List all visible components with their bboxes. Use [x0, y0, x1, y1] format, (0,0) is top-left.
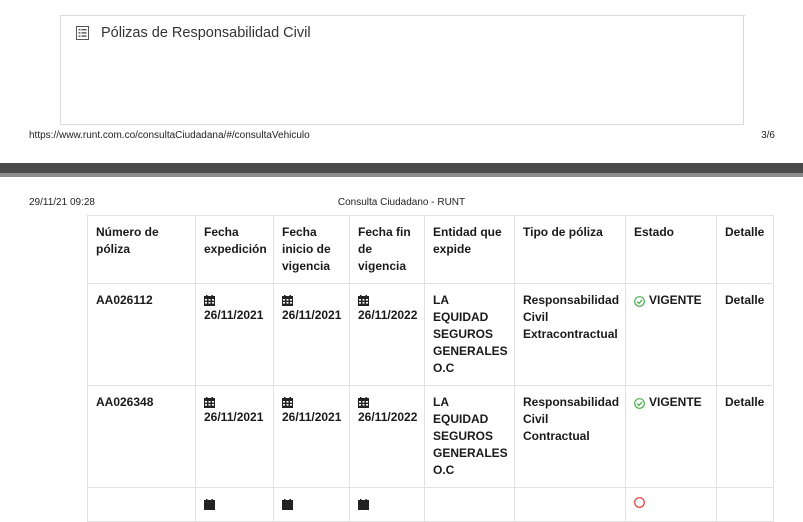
calendar-icon: [282, 396, 293, 407]
start-date-cell: [274, 386, 350, 488]
issue-date: 26/11/2021: [204, 308, 264, 322]
table-row-partial: [88, 488, 774, 522]
check-circle-icon: [634, 295, 645, 306]
calendar-icon: [282, 498, 293, 509]
print-header-title: Consulta Ciudadano - RUNT: [337, 197, 466, 208]
calendar-icon: [358, 498, 369, 509]
status-text: VIGENTE: [649, 395, 702, 409]
partial-cell: [274, 488, 350, 522]
column-header-detalle: Detalle: [717, 216, 774, 284]
partial-cell: [425, 488, 515, 522]
policies-table: [87, 215, 774, 522]
partial-cell: [626, 488, 717, 522]
status-text: VIGENTE: [649, 293, 702, 307]
calendar-icon: [358, 294, 369, 305]
column-header-tipo: Tipo de póliza: [515, 216, 626, 284]
end-date-cell: [350, 386, 425, 488]
partial-cell: [717, 488, 774, 522]
panel-title-text: Pólizas de Responsabilidad Civil: [101, 25, 311, 41]
partial-cell: [515, 488, 626, 522]
panel-title[interactable]: [76, 25, 311, 41]
issue-date-cell: [196, 386, 274, 488]
policy-number: AA026348: [88, 386, 196, 488]
status-badge: [634, 394, 702, 411]
detail-link[interactable]: Detalle: [717, 284, 774, 386]
column-header-expedicion: Fecha expedición: [196, 216, 274, 284]
check-circle-icon: [634, 397, 645, 408]
table-row: [88, 386, 774, 488]
calendar-icon: [282, 294, 293, 305]
print-header-datetime: 29/11/21 09:28: [29, 197, 95, 208]
column-header-numero: Número de póliza: [88, 216, 196, 284]
status-badge: [634, 292, 702, 309]
previous-page-fragment: [0, 0, 803, 163]
policy-type: Responsabilidad Civil Contractual: [515, 386, 626, 488]
partial-cell: [88, 488, 196, 522]
print-footer-url: https://www.runt.com.co/consultaCiudadana/#/consultaVehiculo: [29, 130, 310, 141]
column-header-estado: Estado: [626, 216, 717, 284]
policy-number: AA026112: [88, 284, 196, 386]
end-date: 26/11/2022: [358, 308, 418, 322]
policies-table-wrapper: [87, 215, 773, 522]
page-separator: [0, 163, 803, 177]
calendar-icon: [204, 294, 215, 305]
print-footer-page-number: 3/6: [761, 130, 775, 141]
issue-date: 26/11/2021: [204, 410, 264, 424]
start-date-cell: [274, 284, 350, 386]
policy-type: Responsabilidad Civil Extracontractual: [515, 284, 626, 386]
partial-cell: [196, 488, 274, 522]
end-date-cell: [350, 284, 425, 386]
start-date: 26/11/2021: [282, 410, 342, 424]
table-row: [88, 284, 774, 386]
status-cell: [626, 284, 717, 386]
issuing-entity: LA EQUIDAD SEGUROS GENERALES O.C: [425, 284, 515, 386]
issue-date-cell: [196, 284, 274, 386]
detail-link[interactable]: Detalle: [717, 386, 774, 488]
partial-cell: [350, 488, 425, 522]
page-separator-shade: [0, 173, 803, 177]
status-cell: [626, 386, 717, 488]
calendar-icon: [358, 396, 369, 407]
end-date: 26/11/2022: [358, 410, 418, 424]
column-header-inicio: Fecha inicio de vigencia: [274, 216, 350, 284]
issuing-entity: LA EQUIDAD SEGUROS GENERALES O.C: [425, 386, 515, 488]
calendar-icon: [204, 498, 215, 509]
start-date: 26/11/2021: [282, 308, 342, 322]
list-icon: [76, 26, 89, 40]
calendar-icon: [204, 396, 215, 407]
table-header-row: [88, 216, 774, 284]
cross-circle-icon: [634, 497, 645, 511]
column-header-entidad: Entidad que expide: [425, 216, 515, 284]
column-header-fin: Fecha fin de vigencia: [350, 216, 425, 284]
